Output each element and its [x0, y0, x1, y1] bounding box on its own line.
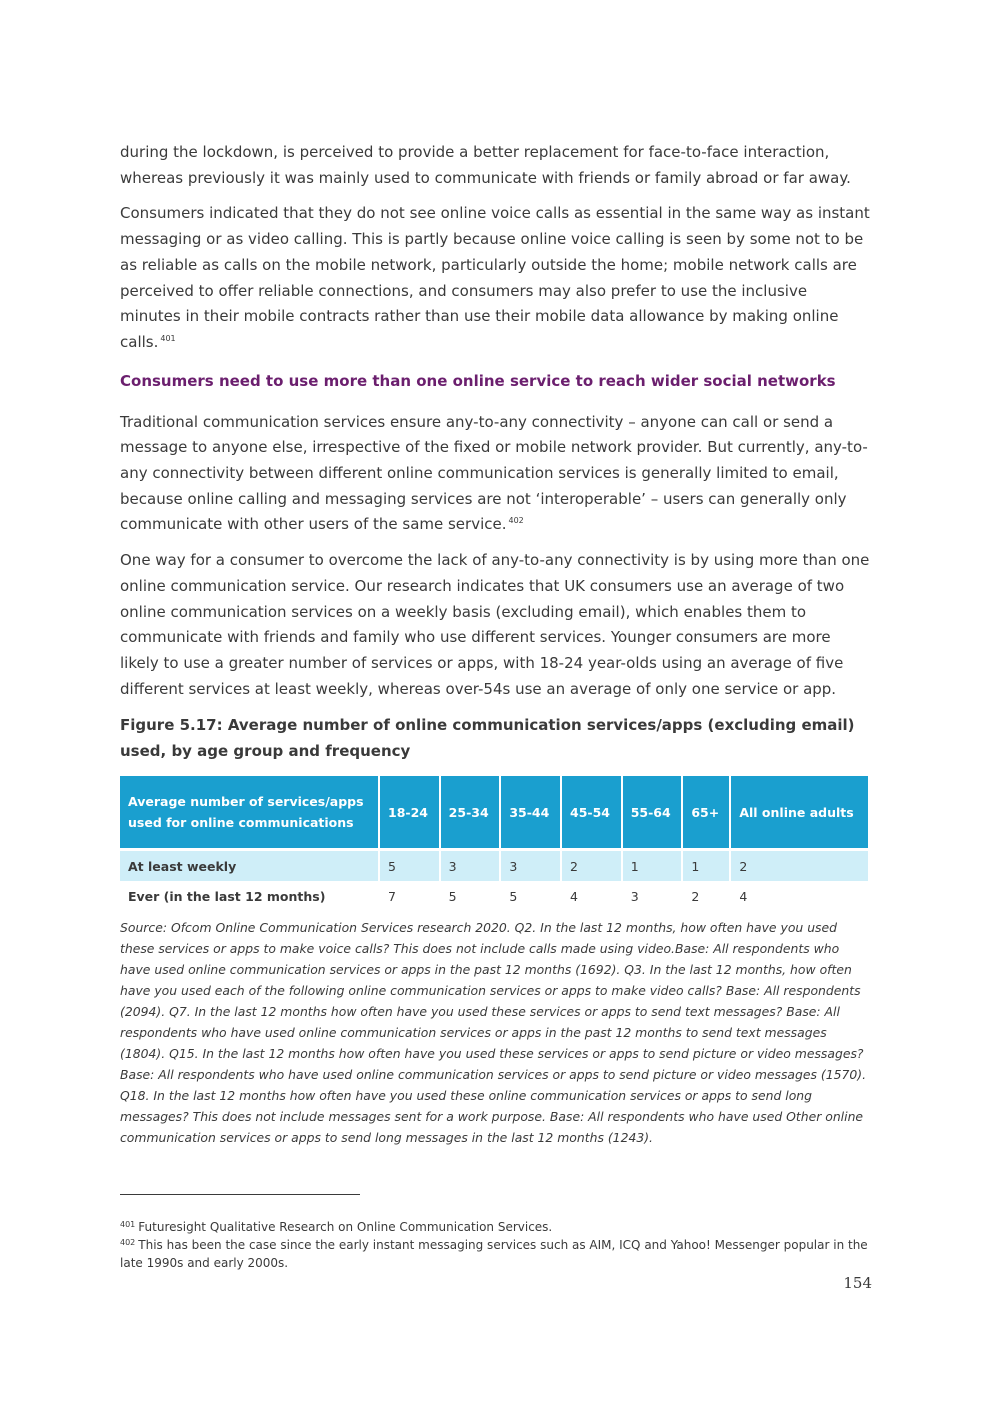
row-label: At least weekly — [120, 851, 378, 881]
table-header-cell: All online adults — [731, 776, 868, 851]
table-cell: 2 — [731, 851, 868, 881]
footnote-text: Futuresight Qualitative Research on Online Communication Services. — [138, 1220, 553, 1234]
table-row — [120, 881, 868, 911]
table-header-cell: 18-24 — [380, 776, 439, 851]
figure-source-note: Source: Ofcom Online Communication Services research 2020. Q2. In the last 12 months, how often have you used these services or apps to make voice calls? This does not include calls made using video.Base: All respondents who have used online communication services or apps in the past 12 months (1692). Q3. In the last 12 months, how often have you used each of the following online communication services or apps to make video calls? Base: All respondents (2094). Q7. In the last 12 months how often have you used these services or apps to send text messages? Base: All respondents who have used online communication services or apps in the past 12 months to send text messages (1804). Q15. In the last 12 months how often have you used these services or apps to send picture or video messages? Base: All respondents who have used online communication services or apps to send picture or video messages (1570). Q18. In the last 12 months how often have you used these online communication services or apps to send long messages? This does not include messages sent for a work purpose. Base: All respondents who have used Other online communication services or apps to send long messages in the last 12 months (1243). — [120, 920, 867, 1146]
table-cell: 1 — [683, 851, 729, 881]
table-cell: 3 — [441, 851, 500, 881]
table-cell: 4 — [731, 881, 868, 911]
table-cell: 2 — [683, 881, 729, 911]
footnote-number: 401 — [120, 1220, 136, 1229]
page-content — [120, 140, 872, 1148]
table-header-cell: Average number of services/apps used for online communications — [120, 776, 378, 851]
footnote-402 — [120, 1236, 872, 1272]
footnote-text: This has been the case since the early instant messaging services such as AIM, ICQ and Yahoo! Messenger popular in the late 1990s and early 2000s. — [120, 1238, 868, 1270]
table-cell: 5 — [441, 881, 500, 911]
table-header-cell: 25-34 — [441, 776, 500, 851]
paragraph-1: during the lockdown, is perceived to provide a better replacement for face-to-face interaction, whereas previously it was mainly used to communicate with friends or family abroad or far away. — [120, 143, 851, 187]
data-table — [118, 776, 870, 911]
page-number: 154 — [843, 1274, 872, 1292]
table-header-row — [120, 776, 868, 851]
table-row — [120, 851, 868, 881]
table-header-cell: 65+ — [683, 776, 729, 851]
footnote-401 — [120, 1218, 872, 1236]
table-header-cell: 35-44 — [501, 776, 560, 851]
paragraph-4: One way for a consumer to overcome the lack of any-to-any connectivity is by using more than one online communication service. Our research indicates that UK consumers use an average of two online communication services on a weekly basis (excluding email), which enables them to communicate with friends and family who use different services. Younger consumers are more likely to use a greater number of services or apps, with 18-24 year-olds using an average of five different services at least weekly, whereas over-54s use an average of only one service or app. — [120, 551, 870, 698]
footnote-ref-401[interactable]: 401 — [160, 333, 176, 343]
table-cell: 3 — [501, 851, 560, 881]
row-label: Ever (in the last 12 months) — [120, 881, 378, 911]
table-cell: 2 — [562, 851, 621, 881]
footnote-ref-402[interactable]: 402 — [508, 516, 524, 526]
footnote-number: 402 — [120, 1238, 136, 1247]
figure-title: Figure 5.17: Average number of online communication services/apps (excluding email) used, by age group and frequency — [120, 716, 855, 761]
section-subheading: Consumers need to use more than one online service to reach wider social networks — [120, 371, 836, 390]
table-cell: 4 — [562, 881, 621, 911]
paragraph-2: Consumers indicated that they do not see online voice calls as essential in the same way as instant messaging or as video calling. This is partly because online voice calling is seen by some not to be as reliable as calls on the mobile network, particularly outside the home; mobile network calls are perceived to offer reliable connections, and consumers may also prefer to use the inclusive minutes in their mobile contracts rather than use their mobile data allowance by making online calls. $^{401}$ — [120, 204, 870, 351]
footnote-divider — [120, 1194, 360, 1195]
table-cell: 5 — [501, 881, 560, 911]
footnotes — [120, 1218, 872, 1272]
table-cell: 3 — [623, 881, 682, 911]
table-cell: 5 — [380, 851, 439, 881]
table-cell: 7 — [380, 881, 439, 911]
table-header-cell: 45-54 — [562, 776, 621, 851]
paragraph-3: Traditional communication services ensure any-to-any connectivity – anyone can call or send a message to anyone else, irrespective of the fixed or mobile network provider. But currently, any-to-any connectivity between different online communication services is generally limited to email, because online calling and messaging services are not ‘interoperable’ – users can generally only communicate with other users of the same service. $^{402}$ — [120, 412, 868, 534]
table-header-cell: 55-64 — [623, 776, 682, 851]
table-cell: 1 — [623, 851, 682, 881]
